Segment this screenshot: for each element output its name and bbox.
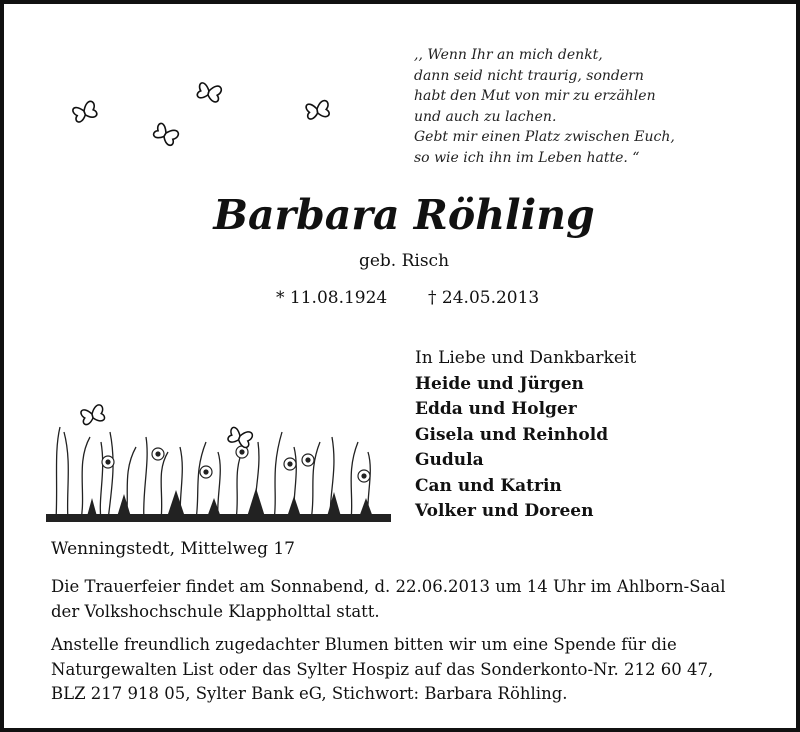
poem-line: so wie ich ihn im Leben hatte. “ bbox=[414, 149, 640, 166]
butterfly-icon bbox=[72, 81, 330, 146]
funeral-line: Die Trauerfeier findet am Sonnabend, d. 22.06.2013 um 14 Uhr im Ahlborn-Saal bbox=[51, 577, 726, 596]
butterflies-illustration bbox=[64, 69, 364, 179]
poem-line: ,, Wenn Ihr an mich denkt, bbox=[414, 47, 603, 63]
family-address: Wenningstedt, Mittelweg 17 bbox=[51, 539, 295, 559]
donation-line: Anstelle freundlich zugedachter Blumen bitten wir um eine Spende für die bbox=[51, 635, 677, 654]
funeral-line: der Volkshochschule Klappholttal statt. bbox=[51, 601, 380, 621]
meadow-illustration bbox=[46, 402, 391, 522]
mourners-list bbox=[415, 346, 785, 525]
death-date: † 24.05.2013 bbox=[428, 288, 540, 308]
mourners-intro: In Liebe und Dankbarkeit bbox=[415, 348, 637, 368]
funeral-notice bbox=[51, 575, 771, 624]
birth-date: * 11.08.1924 bbox=[276, 288, 388, 308]
butterfly-icon bbox=[80, 404, 253, 448]
donation-notice bbox=[51, 633, 771, 707]
maiden-name: geb. Risch bbox=[358, 251, 450, 271]
mourner-name: Volker und Doreen bbox=[415, 501, 594, 521]
mourner-name: Gudula bbox=[415, 450, 484, 470]
mourner-name: Gisela und Reinhold bbox=[415, 424, 609, 445]
poem-line: und auch zu lachen. bbox=[414, 108, 557, 125]
donation-line: BLZ 217 918 05, Sylter Bank eG, Stichwort: Barbara Röhling. bbox=[51, 684, 568, 703]
deceased-name: Barbara Röhling bbox=[213, 191, 595, 239]
mourner-name: Can und Katrin bbox=[415, 475, 562, 496]
poem-quote bbox=[414, 45, 784, 169]
donation-line: Naturgewalten List oder das Sylter Hospiz auf das Sonderkonto-Nr. 212 60 47, bbox=[51, 659, 714, 679]
poem-line: dann seid nicht traurig, sondern bbox=[414, 67, 644, 84]
poem-line: Gebt mir einen Platz zwischen Euch, bbox=[414, 129, 675, 146]
poem-line: habt den Mut von mir zu erzählen bbox=[414, 88, 656, 105]
mourner-name: Heide und Jürgen bbox=[415, 373, 584, 394]
mourner-name: Edda und Holger bbox=[415, 399, 577, 419]
